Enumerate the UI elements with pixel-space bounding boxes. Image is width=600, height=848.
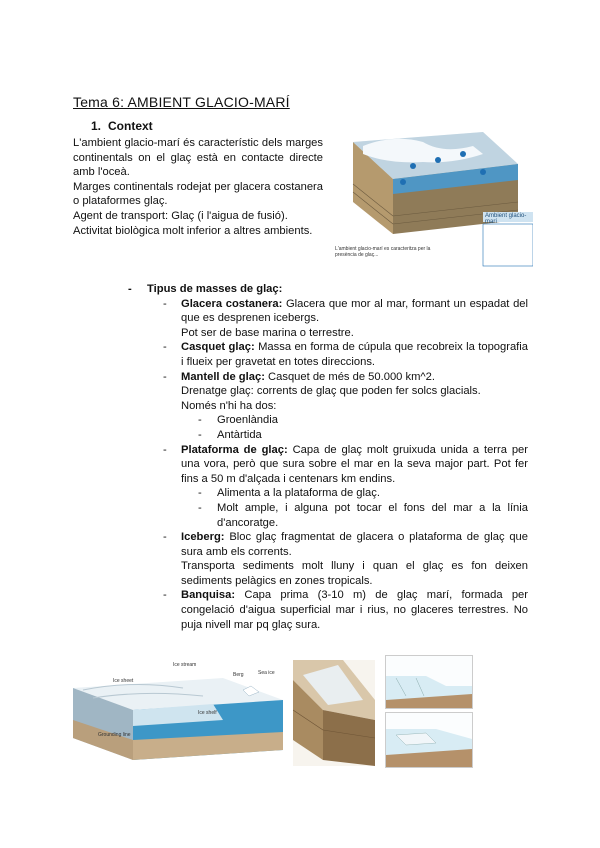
list-item (128, 340, 528, 369)
type-text: Bloc glaç fragmentat de glacera o plataforma de glaç que sura amb els corrents. (181, 531, 529, 558)
dash: - (163, 589, 167, 602)
type-term: Mantell de glaç: (181, 370, 265, 383)
type-text: Capa prima (3-10 m) de glaç marí, formada per congelació d'aigua superficial mar i rius, no glaceres terrestres. No puja nivell mar pq glaç sura. (181, 589, 528, 631)
ice-types-list (128, 282, 528, 632)
diagram-label: Ambient glacio-marí (485, 213, 527, 225)
type-extra: Transporta sediments molt lluny i quan el glaç es fon deixen sediments pelàgics en zones tropicals. (181, 560, 528, 587)
list-item (128, 588, 528, 632)
section-label: Context (108, 119, 153, 133)
type-text: Glacera que mor al mar, formant un espadat del que es desprenen icebergs. (181, 297, 528, 325)
list-item (128, 282, 528, 297)
sub-item (128, 486, 528, 501)
glacio-marine-block-diagram (333, 124, 533, 276)
list-item (128, 443, 528, 487)
sub-item (128, 413, 528, 428)
dash: - (198, 501, 202, 514)
dash: - (163, 297, 167, 310)
type-extra: Pot ser de base marina o terrestre. (181, 326, 354, 339)
type-text: Capa de glaç molt gruixuda unida a terra per una vora, però que sura sobre el mar en la seva major part. Pot fer fins a 50 m d'alçada i centenars km endins. (181, 443, 529, 485)
sub-item-text: Antàrtida (217, 428, 262, 441)
dash: - (198, 414, 202, 427)
section-heading (91, 119, 153, 133)
list-item (128, 530, 528, 559)
glacier-panel-top (385, 655, 473, 709)
page-title: Tema 6: AMBIENT GLACIO-MARÍ (73, 94, 290, 110)
diagram-label: Ice shelf (198, 710, 217, 716)
dash: - (128, 283, 132, 295)
type-term: Iceberg: (181, 531, 225, 544)
type-extra: Només n'hi ha dos: (181, 399, 277, 412)
sub-item-text: Alimenta a la plataforma de glaç. (217, 487, 380, 500)
type-extra: Drenatge glaç: corrents de glaç que poden fer solcs glacials. (181, 385, 481, 398)
glacier-block-diagram (293, 660, 375, 766)
dash: - (198, 428, 202, 441)
type-term: Plataforma de glaç: (181, 443, 288, 456)
diagram-caption: L'ambient glacio-marí es caracteritza per la presència de glaç... (335, 246, 431, 258)
dash: - (163, 531, 167, 544)
diagram-label: Sea ice (258, 670, 275, 676)
type-term: Casquet glaç: (181, 341, 255, 354)
intro-paragraph: L'ambient glacio-marí és característic dels marges continentals on el glaç està en contacte directe amb l'oceà. (73, 137, 323, 179)
dash: - (163, 370, 167, 383)
diagram-label: Ice stream (173, 662, 197, 668)
type-term: Glacera costanera: (181, 297, 283, 310)
sub-item (128, 428, 528, 443)
dash: - (198, 487, 202, 500)
intro-paragraph: Activitat biològica molt inferior a altres ambients. (73, 224, 313, 237)
types-heading: Tipus de masses de glaç: (147, 283, 283, 295)
section-number: 1. (91, 119, 102, 133)
list-item (128, 370, 528, 385)
list-item (128, 297, 528, 326)
diagram-label: Grounding line (98, 732, 131, 738)
type-text: Massa en forma de cúpula que recobreix la topografia i flueix per gravetat en totes direccions. (181, 341, 528, 368)
intro-paragraph: Agent de transport: Glaç (i l'aigua de fusió). (73, 209, 288, 222)
type-term: Banquisa: (181, 589, 236, 602)
glacier-panel-bottom (385, 712, 473, 768)
ice-shelf-diagram (73, 660, 283, 766)
diagram-label: Ice sheet (113, 678, 134, 684)
diagram-label: Berg (233, 672, 244, 678)
intro-paragraph: Marges continentals rodejat per glacera costanera o plataformes glaç. (73, 180, 323, 208)
dash: - (163, 443, 167, 456)
type-text: Casquet de més de 50.000 km^2. (268, 370, 435, 383)
sub-item-text: Groenlàndia (217, 414, 278, 427)
sub-item (128, 501, 528, 530)
sub-item-text: Molt ample, i alguna pot tocar el fons del mar a la línia d'ancoratge. (217, 501, 528, 529)
intro-text (73, 136, 323, 238)
dash: - (163, 341, 167, 354)
